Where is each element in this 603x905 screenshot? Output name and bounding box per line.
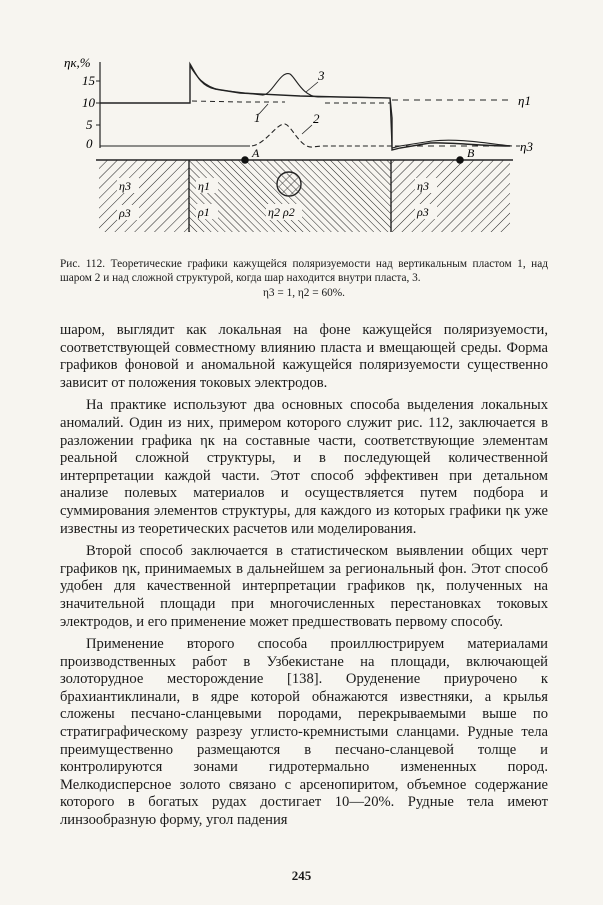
section-mid-rho: ρ1	[198, 205, 210, 219]
y-tick-10: 10	[82, 95, 95, 110]
body-text	[60, 322, 548, 830]
section-mid-eta: η1	[198, 179, 210, 193]
paragraph-2: На практике используют два основных способа выделения локальных аномалий. Один из них, примером которого служит рис. 112, заключается в разложении графика ηк на составные части, соответствующие элементам реальной сложной структуры, и в последующей количественной интерпретации каждой части. Этот способ эффективен при детальном анализе полевых материалов и осуществляется путем подбора и суммирования элементов структуры, для каждого из которых графики ηк уже известны из теоретических расчетов или моделирования.	[60, 397, 548, 537]
caption-formula: η3 = 1, η2 = 60%.	[263, 287, 345, 299]
caption-text: Рис. 112. Теоретические графики кажущейся поляризуемости над вертикальным пластом 1, над шаром 2 и над сложной структурой, когда шар находится внутри пласта, 3.	[60, 258, 548, 284]
section-left	[99, 160, 189, 232]
right-label-eta1: η1	[518, 93, 531, 108]
curve-label-3: 3	[318, 68, 325, 83]
curve-label-1: 1	[254, 110, 261, 125]
figure-caption	[60, 257, 548, 300]
section-right-rho: ρ3	[417, 205, 429, 219]
curve-label-2: 2	[313, 111, 320, 126]
paragraph-3: Второй способ заключается в статистическом выявлении общих черт графиков ηк, принимаемых в дальнейшем за региональный фон. Этот способ удобен для качественной интерпретации графиков ηк, полученных на значительной площади при многочисленных перестановках токовых электродов, и его применение может предшествовать первому способу.	[60, 543, 548, 630]
section-ball-label: η2 ρ2	[268, 205, 295, 219]
electrode-b	[456, 156, 464, 164]
curve-3	[190, 66, 512, 148]
y-tick-5: 5	[86, 117, 93, 132]
y-tick-15: 15	[82, 73, 95, 88]
point-label-b: B	[467, 146, 475, 160]
y-tick-0: 0	[86, 136, 93, 151]
section-right-eta: η3	[417, 179, 429, 193]
figure-112	[0, 0, 603, 250]
electrode-a	[241, 156, 249, 164]
curve-2	[100, 124, 395, 147]
point-label-a: A	[252, 146, 260, 160]
paragraph-4: Применение второго способа проиллюстрируем материалами производственных работ в Узбекистане на площади, включающей золоторудное месторождение [138]. Оруденение приурочено к брахиантиклинали, в ядре которой обнажаются известняки, а крылья сложены песчано-сланцевыми породами, перекрываемыми выше по стратиграфическому разрезу углисто-кремнистыми сланцами. Рудные тела преимущественно размещаются в песчано-сланцевой толще и контролируются зонами гидротермально измененных пород. Мелкодисперсное золото связано с арсенопиритом, объемное содержание которого в богатых рудах достигает 10—20%. Рудные тела имеют линзообразную форму, угол падения	[60, 636, 548, 829]
page-number: 245	[291, 868, 312, 883]
right-label-eta3: η3	[520, 139, 533, 154]
section-left-rho: ρ3	[119, 206, 131, 220]
section-left-eta: η3	[119, 179, 131, 193]
paragraph-1: шаром, выглядит как локальная на фоне кажущейся поляризуемости, соответствующей совместному влиянию пласта и вмещающей среды. Форма графиков фоновой и аномальной кажущейся поляризуемости существенно зависит от положения токовых электродов.	[60, 322, 548, 391]
y-axis-label: ηк,%	[64, 55, 91, 70]
curve-1	[100, 64, 510, 150]
section-right	[391, 160, 510, 232]
